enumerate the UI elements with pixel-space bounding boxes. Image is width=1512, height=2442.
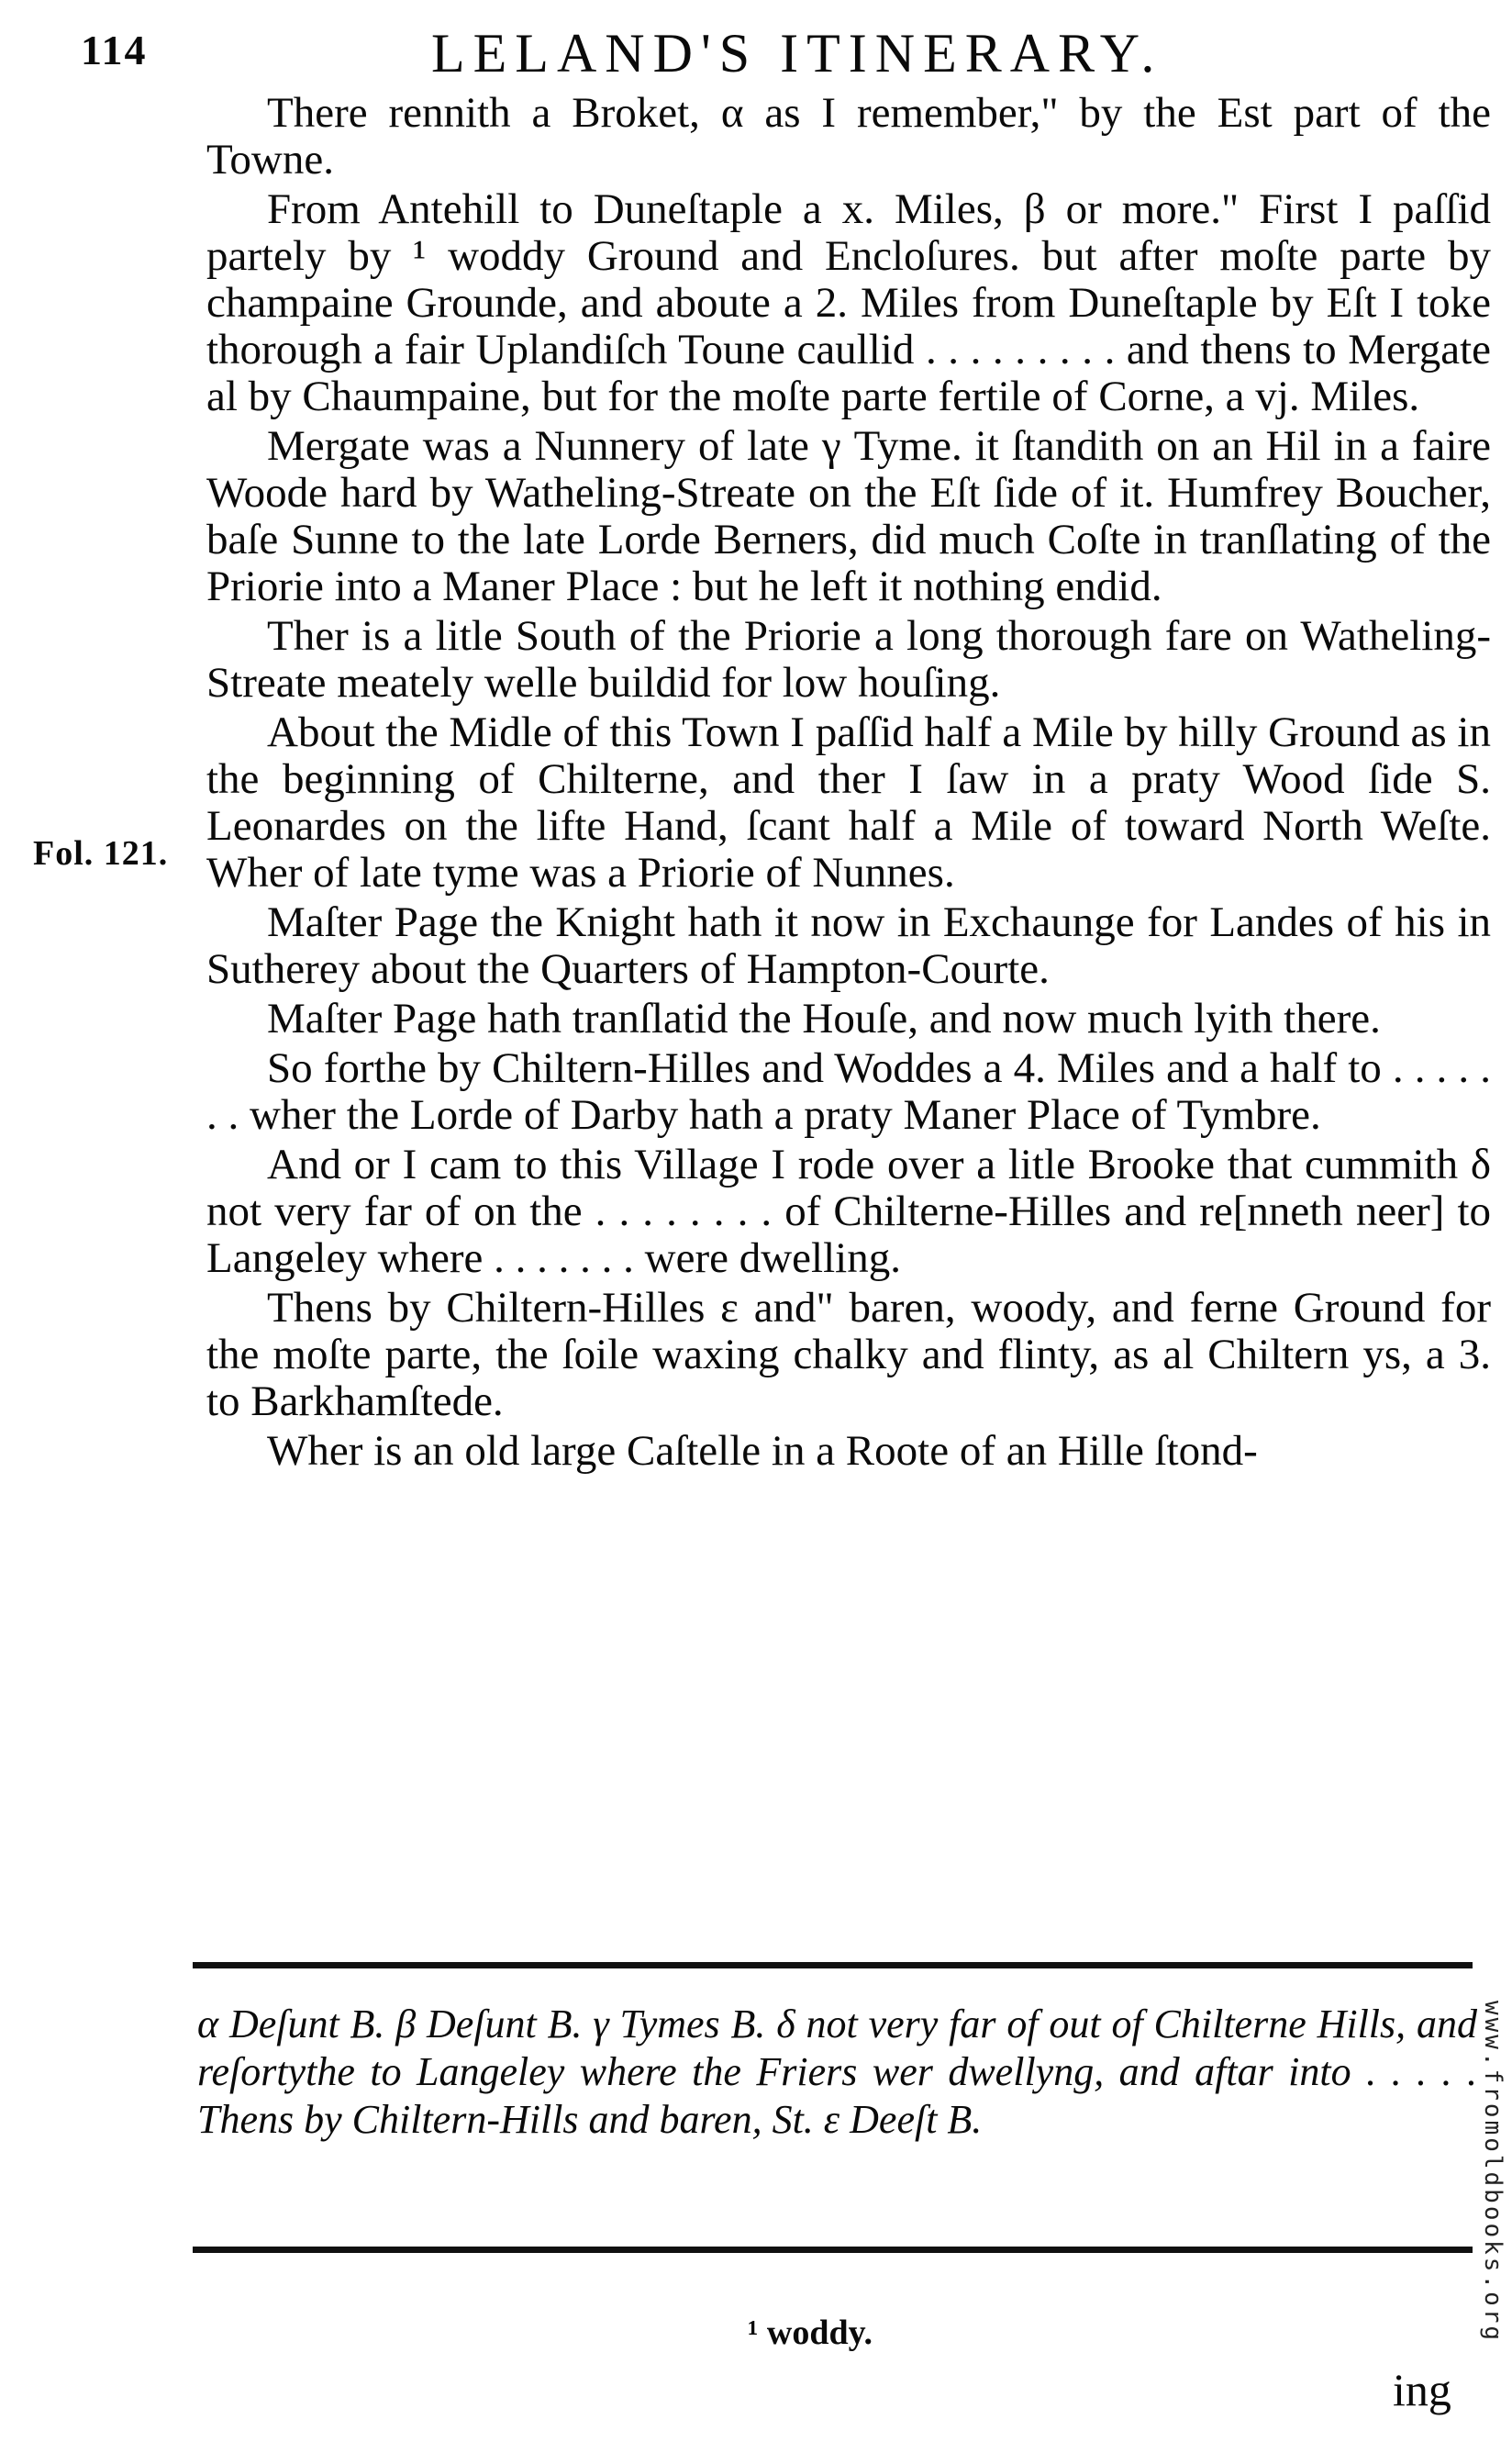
paragraph: Ther is a litle South of the Priorie a long thorough fare on Watheling-Streate meately welle buildid for low houſing.	[206, 612, 1491, 707]
paragraph: Thens by Chiltern-Hilles ε and" baren, woody, and ferne Ground for the moſte parte, the ſoile waxing chalky and flinty, as al Chiltern ys, a 3. to Barkhamſtede.	[206, 1284, 1491, 1425]
paragraph: So forthe by Chiltern-Hilles and Woddes a 4. Miles and a half to . . . . . . . wher the Lorde of Darby hath a praty Maner Place of Tymbre.	[206, 1044, 1491, 1139]
footnote-rule-bottom	[193, 2247, 1473, 2253]
paragraph: Wher is an old large Caſtelle in a Roote of an Hille ſtond-	[267, 1427, 1258, 1475]
margin-folio-note: Fol. 121.	[33, 834, 169, 873]
footnote-text: α Deſunt B. β Deſunt B. γ Tymes B. δ not very far of out of Chilterne Hills, and reſortythe to Langeley where the Friers wer dwellyng, and aftar into . . . . . Thens by Chiltern-Hills and baren, St. ε Deeſt B.	[197, 2002, 1477, 2142]
paragraph: About the Midle of this Town I paſſid half a Mile by hilly Ground as in the beginning of Chilterne, and ther I ſaw in a praty Wood ſide S. Leonardes on the lifte Hand, ſcant half a Mile of toward North Weſte. Wher of late tyme was a Priorie of Nunnes.	[206, 708, 1491, 897]
footnote-rule-top	[193, 1962, 1473, 1968]
running-head: LELAND'S ITINERARY.	[431, 23, 1163, 84]
catchword: ing	[1393, 2364, 1451, 2415]
paragraph: From Antehill to Duneſtaple a x. Miles, β or more." First I paſſid partely by ¹ woddy Ground and Encloſures. but after moſte parte by champaine Grounde, and aboute a 2. Miles from Duneſtaple by Eſt I toke thorough a fair Uplandiſch Toune caullid . . . . . . . . . and thens to Mergate al by Chaumpaine, but for the moſte parte fertile of Corne, a vj. Miles.	[206, 185, 1491, 420]
footnotes	[197, 2001, 1477, 2144]
page-number: 114	[81, 27, 148, 73]
paragraph: There rennith a Broket, α as I remember," by the Est part of the Towne.	[206, 89, 1491, 184]
paragraph: Maſter Page hath tranſlatid the Houſe, and now much lyith there.	[267, 995, 1381, 1043]
paragraph: Maſter Page the Knight hath it now in Exchaunge for Landes of his in Sutherey about the Quarters of Hampton-Courte.	[206, 898, 1491, 993]
paragraph: Mergate was a Nunnery of late γ Tyme. it ſtandith on an Hil in a faire Woode hard by Watheling-Streate on the Eſt ſide of it. Humfrey Boucher, baſe Sunne to the late Lorde Berners, did much Coſte in tranſlating of the Priorie into a Maner Place : but he left it nothing endid.	[206, 422, 1491, 610]
marginal-gloss: ¹ woddy.	[748, 2314, 873, 2352]
main-text	[206, 90, 1491, 1477]
paragraph: And or I cam to this Village I rode over a litle Brooke that cummith δ not very far of on the . . . . . . . . of Chilterne-Hilles and re[nneth neer] to Langeley where . . . . . . . were dwelling.	[206, 1141, 1491, 1282]
watermark: www.fromoldbooks.org	[1479, 2001, 1506, 2344]
